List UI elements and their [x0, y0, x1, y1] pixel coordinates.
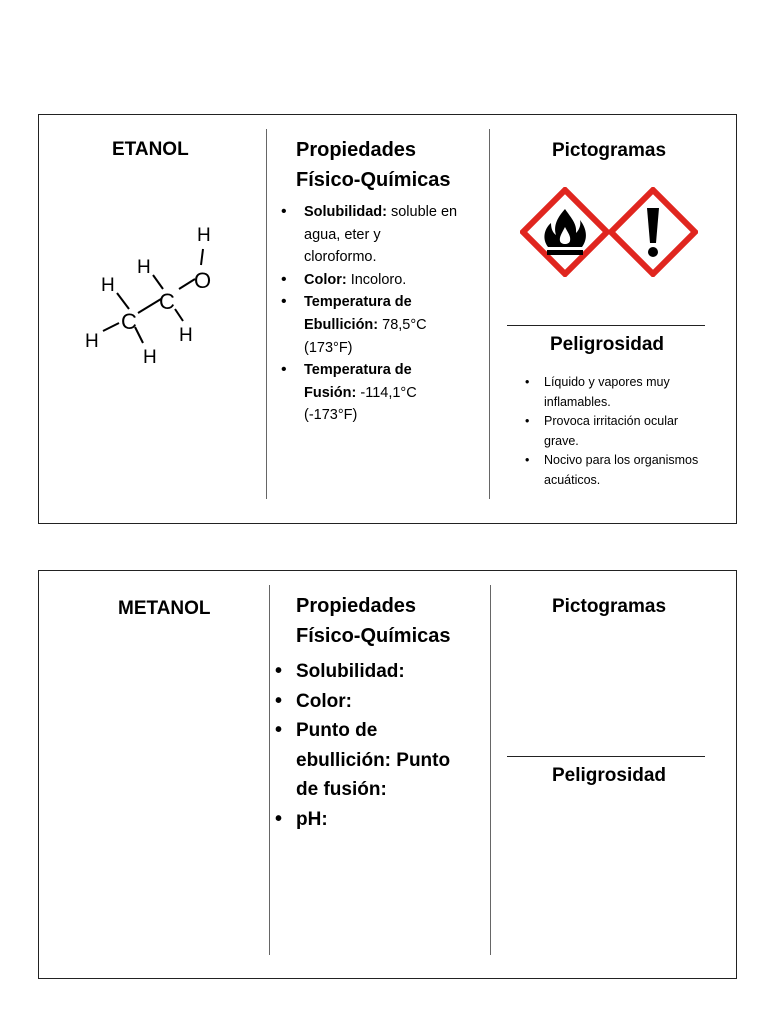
properties-title: Propiedades Físico-Químicas [296, 595, 451, 647]
compound-name: METANOL [118, 598, 211, 619]
atom-label: H [197, 225, 211, 246]
properties-list [275, 657, 475, 834]
atom-label: H [137, 257, 151, 278]
hazard-title: Peligrosidad [549, 334, 665, 355]
hazard-item: • Provoca irritación ocular grave. [525, 412, 725, 451]
hazard-title: Peligrosidad [551, 765, 667, 786]
hazard-item: • Líquido y vapores muy inflamables. [525, 373, 725, 412]
hazard-list [525, 373, 725, 490]
section-separator [507, 325, 705, 326]
property-item-color: • Color: Incoloro. [279, 269, 479, 292]
pictograms-title: Pictogramas [551, 596, 667, 617]
bond-c2-o [179, 279, 195, 289]
atom-label: H [101, 275, 115, 296]
bond-h-c1b [103, 323, 119, 331]
column-divider [490, 585, 491, 955]
atom-label: O [194, 268, 212, 293]
bond-o-h [201, 249, 203, 265]
bond-h-c1 [117, 293, 129, 309]
pictograms-title: Pictogramas [551, 140, 667, 161]
column-divider [489, 129, 490, 499]
ethanol-molecule-diagram [79, 225, 229, 375]
atom-label: H [179, 325, 193, 346]
column-divider [269, 585, 270, 955]
exclamation-icon [608, 187, 698, 277]
property-item-boiling-melting: • Punto de ebullición: Punto de fusión: [275, 716, 475, 805]
properties-list [279, 201, 479, 427]
property-item-color: • Color: [275, 687, 475, 717]
atom-label: C [159, 289, 175, 314]
flame-icon [520, 187, 610, 277]
property-item-ph: • pH: [275, 805, 475, 835]
property-item-solubility: • Solubilidad: soluble en agua, eter y cloroformo. [279, 201, 479, 269]
bond-h-c2 [153, 275, 163, 289]
property-item-boiling-point: • Temperatura de Ebullición: 78,5°C (173°F) [279, 291, 479, 359]
etanol-card [38, 114, 737, 524]
atom-label: C [121, 309, 137, 334]
column-divider [266, 129, 267, 499]
bond-c2-h [175, 309, 183, 321]
bond-c1-c2 [138, 299, 161, 313]
properties-title: Propiedades Físico-Químicas [296, 139, 451, 191]
section-separator [507, 756, 705, 757]
atom-label: H [143, 347, 157, 368]
hazard-item: • Nocivo para los organismos acuáticos. [525, 451, 725, 490]
metanol-card [38, 570, 737, 979]
compound-name: ETANOL [112, 139, 189, 160]
property-item-melting-point: • Temperatura de Fusión: -114,1°C (-173°F) [279, 359, 479, 427]
atom-label: H [85, 331, 99, 352]
property-item-solubility: • Solubilidad: [275, 657, 475, 687]
